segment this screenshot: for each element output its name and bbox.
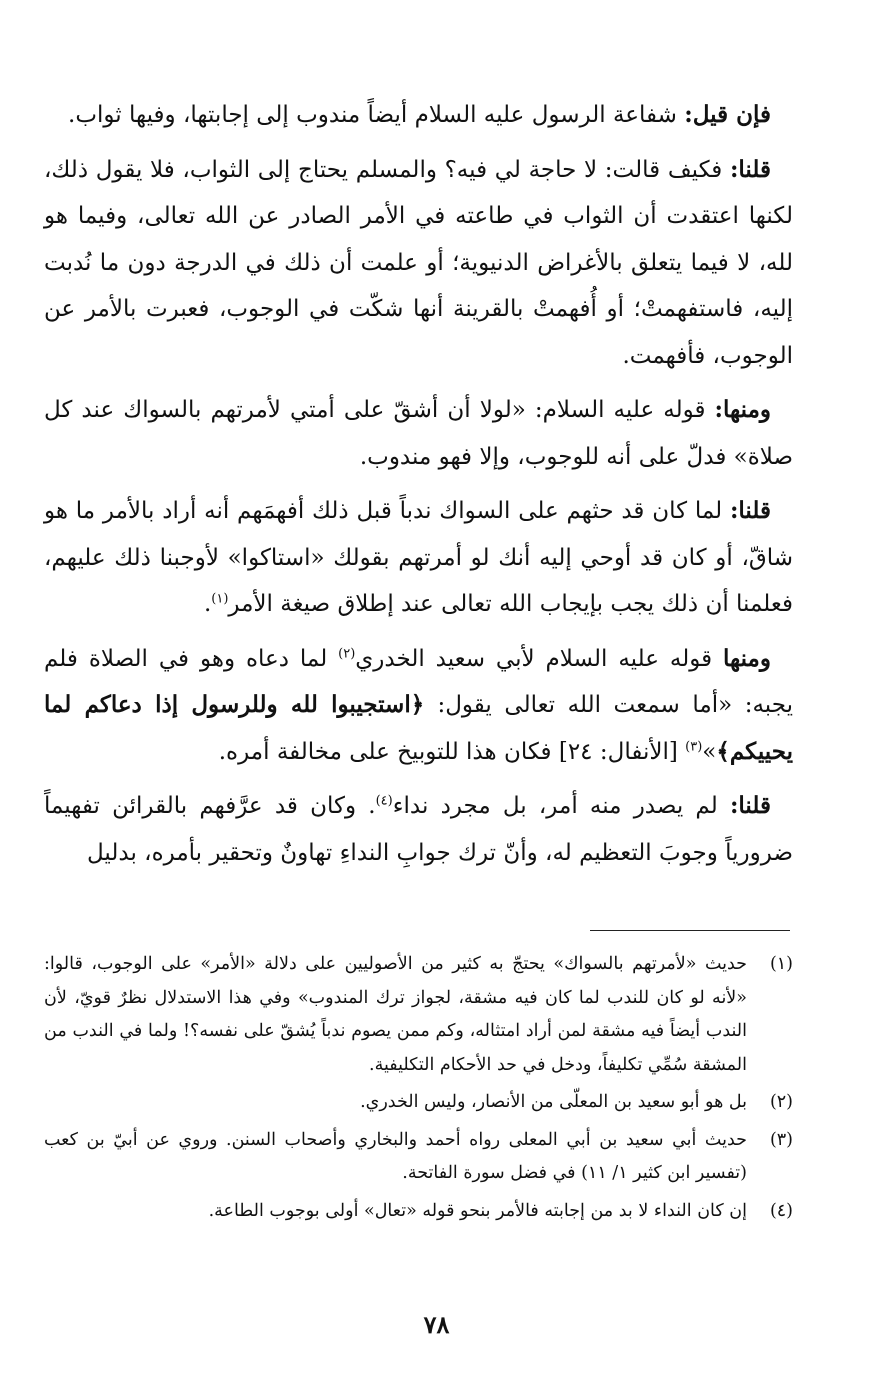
footnote-4: [44, 1195, 793, 1229]
footnote-number: (٣): [769, 1129, 793, 1150]
paragraph-reply-call: [44, 783, 793, 876]
paragraph-text-2: لما دعاه وهو في الصلاة فلم يجبه: «أما سمعت الله تعالى يقول:: [44, 645, 793, 718]
paragraph-text: لم يصدر منه أمر، بل مجرد نداء: [392, 793, 730, 819]
paragraph-lead: قلنا:: [729, 497, 771, 524]
paragraph-lead: ومنها: [723, 644, 771, 672]
footnote-number: (٢): [769, 1092, 793, 1112]
footnote-ref: (٢): [338, 645, 356, 661]
footnote-ref: (٣): [685, 738, 703, 754]
paragraph-objection: [44, 92, 793, 139]
paragraph-evidence-siwak: [44, 387, 793, 480]
footnote-text: إن كان النداء لا بد من إجابته فالأمر بنحو قوله «تعال» أولى بوجوب الطاعة.: [208, 1200, 747, 1221]
paragraph-tail: .: [203, 591, 212, 617]
paragraph-text: قوله عليه السلام: «لولا أن أشقّ على أمتي لأمرتهم بالسواك عند كل صلاة» فدلّ على أنه للوجوب، وإلا فهو مندوب.: [44, 397, 793, 470]
paragraph-text: قوله عليه السلام لأبي سعيد الخدري: [355, 645, 723, 672]
footnote-text: بل هو أبو سعيد بن المعلّى من الأنصار، وليس الخدري.: [360, 1092, 747, 1112]
footnote-3: [44, 1124, 793, 1191]
paragraph-lead: قلنا:: [729, 155, 771, 183]
footnote-ref: (١): [211, 591, 229, 607]
footnote-1: [44, 948, 793, 1082]
paragraph-reply: [44, 147, 793, 380]
footnote-text: حديث أبي سعيد بن أبي المعلى رواه أحمد والبخاري وأصحاب السنن. وروي عن أبيّ بن كعب (تفسير ابن كثير ١/ ١١) في فضل سورة الفاتحة.: [44, 1129, 747, 1183]
paragraph-text: فكيف قالت: لا حاجة لي فيه؟ والمسلم يحتاج إلى الثواب، فلا يقول ذلك، لكنها اعتقدت أن الثواب في طاعته في الأمر الصادر عن الله تعالى، وفيما هو لله، لا فيما يتعلق بالأغراض الدنيوية؛ أو علمت أن ذلك في الدرجة دون ما نُدبت إليه، فاستفهمتْ؛ أو أُفهمتْ بالقرينة أنها شكّت في الوجوب، فعبرت بالأمر عن الوجوب، فأفهمت.: [44, 156, 793, 369]
footnote-divider: [590, 930, 790, 931]
page-number: ٧٨: [423, 1310, 450, 1339]
paragraph-evidence-call: [44, 636, 793, 776]
paragraph-lead: قلنا:: [729, 792, 771, 819]
paragraph-tail: [الأنفال: ٢٤] فكان هذا للتوبيخ على مخالفة أمره.: [218, 738, 686, 765]
footnote-ref: (٤): [375, 793, 393, 809]
paragraph-lead: ومنها:: [714, 396, 771, 423]
paragraph-text: شفاعة الرسول عليه السلام أيضاً مندوب إلى إجابتها، وفيها ثواب.: [68, 102, 685, 128]
paragraph-text: لما كان قد حثهم على السواك ندباً قبل ذلك أفهمَهم أنه أراد بالأمر ما هو شاقّ، أو كان قد أوحي إليه أنك لو أمرتهم بقولك «استاكوا» لأوجبنا ذلك عليهم، فعلمنا أن ذلك يجب بإيجاب الله تعالى عند إطلاق صيغة الأمر: [44, 498, 793, 617]
paragraph-reply-siwak: [44, 488, 793, 628]
paragraph-text-3: »: [702, 738, 717, 765]
footnote-2: [44, 1086, 793, 1120]
paragraph-lead: فإن قيل:: [684, 101, 771, 128]
main-text: [44, 92, 793, 884]
footnote-number: (١): [769, 954, 793, 974]
footnote-number: (٤): [769, 1200, 793, 1221]
quran-quote: ﴿استجيبوا لله وللرسول إذا دعاكم لما يحييكم﴾: [44, 691, 793, 765]
paragraph-tail: . وكان قد عرَّفهم بالقرائن تفهيماً ضرورياً وجوبَ التعظيم له، وأنّ ترك جوابِ النداءِ تهاونٌ وتحقير بأمره، بدليل: [44, 793, 793, 866]
footnotes: [44, 948, 793, 1232]
footnote-text: حديث «لأمرتهم بالسواك» يحتجّ به كثير من الأصوليين على دلالة «الأمر» على الوجوب، قالوا: «لأنه لو كان للندب لما كان فيه مشقة، لجواز ترك المندوب» وفي هذا الاستدلال نظرٌ قويّ، لأن الندب أيضاً فيه مشقة لمن أراد امتثاله، وكم ممن يصوم ندباً يُشقّ على نفسه؟! ولما في الندب من المشقة سُمِّي تكليفاً، ودخل في حد الأحكام التكليفية.: [44, 954, 747, 1075]
